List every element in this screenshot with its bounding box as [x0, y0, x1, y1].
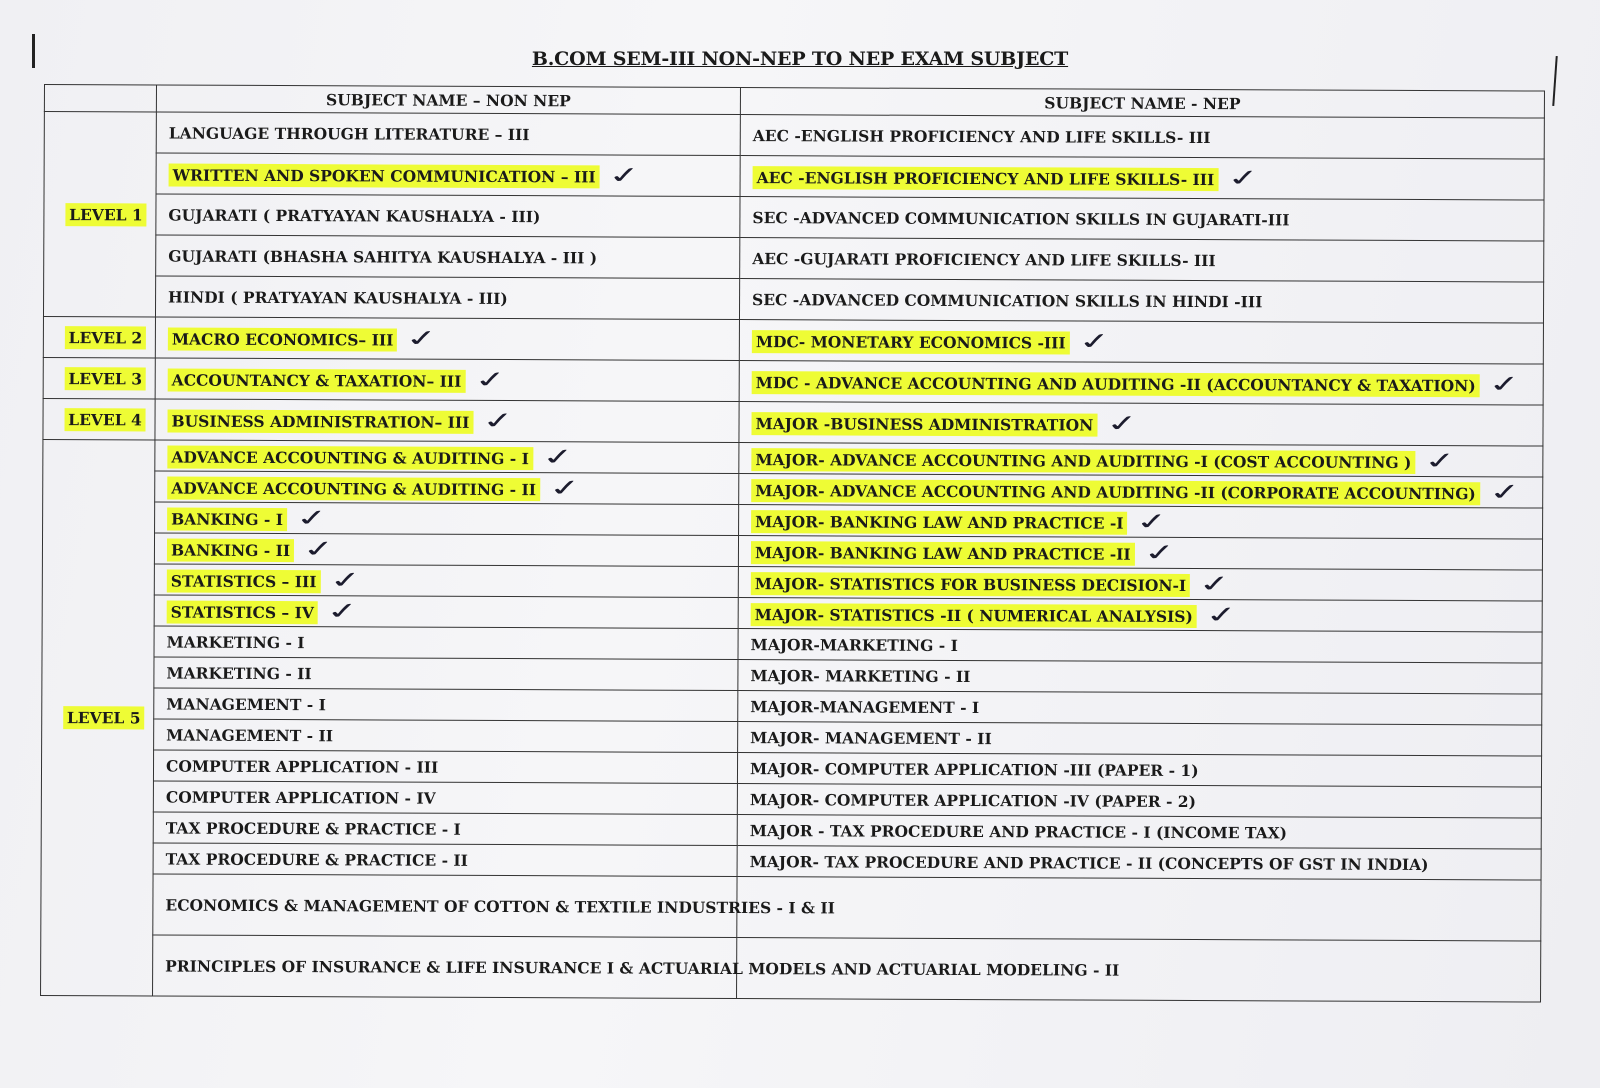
non-nep-cell — [154, 533, 738, 567]
non-nep-cell — [154, 564, 738, 598]
non-nep-cell — [155, 399, 739, 443]
non-nep-cell: PRINCIPLES OF INSURANCE & LIFE INSURANCE I & ACTUARIAL MODELS AND ACTUARIAL MODELING - II — [153, 935, 737, 999]
non-nep-header: SUBJECT NAME – NON NEP — [156, 85, 740, 115]
non-nep-cell: GUJARATI (BHASHA SAHITYA KAUSHALYA - III ) — [156, 235, 740, 279]
non-nep-cell — [155, 502, 739, 536]
non-nep-cell: HINDI ( PRATYAYAN KAUSHALYA - III) — [155, 276, 739, 320]
level-label: LEVEL 2 — [65, 326, 147, 349]
check-mark-icon: ✓ — [1195, 570, 1235, 598]
check-mark-icon: ✓ — [292, 504, 332, 532]
nep-cell: MAJOR- COMPUTER APPLICATION -IV (PAPER - 2) — [737, 784, 1541, 819]
nep-cell — [739, 402, 1543, 447]
check-mark-icon: ✓ — [1202, 601, 1242, 629]
level-cell — [43, 112, 156, 317]
highlighted-subject: MDC- MONETARY ECONOMICS -III — [752, 330, 1070, 354]
table-row — [44, 112, 1544, 160]
non-nep-cell — [155, 440, 739, 474]
check-mark-icon: ✓ — [605, 161, 645, 190]
non-nep-cell — [155, 471, 739, 505]
non-nep-cell: COMPUTER APPLICATION - III — [153, 750, 737, 784]
nep-cell — [739, 474, 1543, 509]
level-cell — [43, 398, 155, 439]
non-nep-cell: COMPUTER APPLICATION - IV — [153, 781, 737, 815]
table-row — [41, 934, 1541, 1002]
non-nep-cell: MANAGEMENT - I — [154, 688, 738, 722]
non-nep-cell: TAX PROCEDURE & PRACTICE - I — [153, 812, 737, 846]
non-nep-cell: MARKETING - I — [154, 626, 738, 660]
table-row — [43, 276, 1543, 324]
nep-cell: MAJOR- MANAGEMENT - II — [738, 722, 1542, 757]
check-mark-icon: ✓ — [1102, 410, 1143, 438]
check-mark-icon: ✓ — [479, 407, 519, 435]
non-nep-cell — [156, 153, 740, 197]
nep-cell: MAJOR - TAX PROCEDURE AND PRACTICE - I (INCOME TAX) — [737, 815, 1541, 850]
nep-cell — [738, 567, 1542, 602]
highlighted-subject: MAJOR- ADVANCE ACCOUNTING AND AUDITING -I (COST ACCOUNTING ) — [751, 448, 1415, 474]
highlighted-subject: ADVANCE ACCOUNTING & AUDITING - I — [167, 445, 533, 470]
nep-cell: MAJOR- COMPUTER APPLICATION -III (PAPER - 1) — [737, 753, 1541, 788]
document-title: B.COM SEM-III NON-NEP TO NEP EXAM SUBJECT — [531, 48, 1069, 70]
check-mark-icon: ✓ — [1075, 327, 1115, 356]
margin-mark — [32, 34, 35, 68]
check-mark-icon: ✓ — [1485, 478, 1525, 506]
highlighted-subject: MAJOR- ADVANCE ACCOUNTING AND AUDITING -II (CORPORATE ACCOUNTING) — [751, 479, 1480, 505]
nep-cell: SEC -ADVANCED COMMUNICATION SKILLS IN HINDI -III — [739, 279, 1543, 324]
level-label: LEVEL 3 — [64, 367, 146, 390]
level-label: LEVEL 5 — [63, 706, 145, 729]
table-row — [43, 357, 1543, 405]
highlighted-subject: AEC -ENGLISH PROFICIENCY AND LIFE SKILLS- III — [753, 166, 1219, 191]
check-mark-icon: ✓ — [323, 597, 363, 625]
nep-cell: MAJOR-MARKETING - I — [738, 629, 1542, 664]
nep-cell — [738, 598, 1542, 633]
table-row — [44, 194, 1544, 242]
nep-cell — [738, 536, 1542, 571]
check-mark-icon: ✓ — [538, 443, 578, 471]
nep-cell — [739, 443, 1543, 478]
nep-cell — [739, 505, 1543, 540]
non-nep-cell — [155, 317, 739, 361]
nep-cell: MAJOR-MANAGEMENT - I — [738, 691, 1542, 726]
table-row — [44, 153, 1544, 201]
check-mark-icon: ✓ — [1421, 447, 1461, 475]
table-row — [43, 398, 1543, 446]
highlighted-subject: ADVANCE ACCOUNTING & AUDITING - II — [167, 476, 540, 501]
check-mark-icon: ✓ — [471, 366, 511, 394]
nep-cell: AEC -GUJARATI PROFICIENCY AND LIFE SKILLS- III — [740, 238, 1544, 283]
level-label: LEVEL 1 — [65, 203, 147, 226]
highlighted-subject: MACRO ECONOMICS– III — [168, 327, 398, 351]
level-header — [44, 85, 156, 112]
table-row — [43, 316, 1543, 364]
check-mark-icon: ✓ — [1140, 539, 1180, 567]
level-cell — [43, 357, 155, 398]
non-nep-cell — [155, 358, 739, 402]
highlighted-subject: MAJOR- STATISTICS FOR BUSINESS DECISION-I — [751, 572, 1190, 597]
non-nep-cell: ECONOMICS & MANAGEMENT OF COTTON & TEXTILE INDUSTRIES - I & II — [153, 874, 737, 938]
check-mark-icon: ✓ — [299, 535, 339, 563]
nep-cell: SEC -ADVANCED COMMUNICATION SKILLS IN GUJARATI-III — [740, 197, 1544, 242]
nep-cell — [737, 877, 1541, 942]
check-mark-icon: ✓ — [326, 566, 366, 594]
non-nep-cell: MARKETING - II — [154, 657, 738, 691]
highlighted-subject: MAJOR -BUSINESS ADMINISTRATION — [751, 412, 1097, 437]
check-mark-icon: ✓ — [1485, 370, 1525, 398]
check-mark-icon: ✓ — [1224, 164, 1264, 192]
non-nep-cell — [154, 595, 738, 629]
table-row — [44, 235, 1544, 283]
non-nep-cell: GUJARATI ( PRATYAYAN KAUSHALYA - III) — [156, 194, 740, 238]
highlighted-subject: MDC - ADVANCE ACCOUNTING AND AUDITING -II (ACCOUNTANCY & TAXATION) — [752, 371, 1480, 397]
highlighted-subject: STATISTICS – IV — [167, 600, 318, 624]
nep-cell: AEC -ENGLISH PROFICIENCY AND LIFE SKILLS- III — [740, 115, 1544, 160]
highlighted-subject: MAJOR- BANKING LAW AND PRACTICE -II — [751, 541, 1135, 566]
check-mark-icon: ✓ — [1133, 508, 1173, 536]
check-mark-icon: ✓ — [545, 474, 585, 502]
nep-cell: MAJOR- TAX PROCEDURE AND PRACTICE - II (CONCEPTS OF GST IN INDIA) — [737, 846, 1541, 881]
highlighted-subject: ACCOUNTANCY & TAXATION– III — [168, 368, 466, 392]
nep-cell — [740, 156, 1544, 201]
highlighted-subject: STATISTICS – III — [167, 569, 321, 593]
highlighted-subject: BANKING - II — [167, 538, 294, 562]
subject-mapping-table — [40, 84, 1545, 1003]
nep-header: SUBJECT NAME - NEP — [740, 88, 1544, 119]
non-nep-cell: TAX PROCEDURE & PRACTICE - II — [153, 843, 737, 877]
highlighted-subject: MAJOR- BANKING LAW AND PRACTICE -I — [751, 510, 1128, 535]
highlighted-subject: BUSINESS ADMINISTRATION– III — [167, 409, 473, 433]
non-nep-cell: LANGUAGE THROUGH LITERATURE – III — [156, 112, 740, 156]
nep-cell: MAJOR- MARKETING - II — [738, 660, 1542, 695]
level-label: LEVEL 4 — [64, 408, 146, 431]
highlighted-subject: MAJOR- STATISTICS -II ( NUMERICAL ANALYSIS) — [751, 603, 1197, 628]
nep-cell — [739, 361, 1543, 406]
level-cell — [41, 439, 155, 995]
nep-cell — [739, 320, 1543, 365]
level-cell — [43, 316, 155, 357]
highlighted-subject: BANKING - I — [167, 507, 287, 531]
check-mark-icon: ✓ — [403, 325, 443, 353]
table-row — [41, 873, 1541, 941]
highlighted-subject: WRITTEN AND SPOKEN COMMUNICATION – III — [169, 163, 600, 188]
non-nep-cell: MANAGEMENT - II — [154, 719, 738, 753]
